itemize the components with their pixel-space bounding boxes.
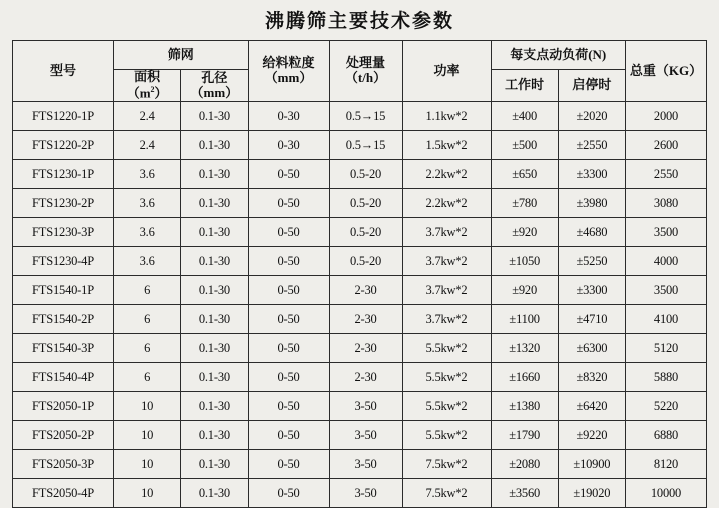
cell-start-stop-load: ±19020	[558, 479, 625, 508]
cell-power: 5.5kw*2	[402, 334, 491, 363]
cell-feed-size: 0-50	[248, 189, 329, 218]
cell-model: FTS1230-1P	[13, 160, 114, 189]
cell-total-weight: 3500	[626, 218, 707, 247]
table-row	[13, 160, 707, 189]
cell-total-weight: 5880	[626, 363, 707, 392]
table-row	[13, 247, 707, 276]
cell-feed-size: 0-30	[248, 131, 329, 160]
table-row	[13, 189, 707, 218]
cell-power: 1.5kw*2	[402, 131, 491, 160]
column-header-screen-group: 筛网	[114, 41, 249, 70]
table-row	[13, 392, 707, 421]
cell-start-stop-load: ±5250	[558, 247, 625, 276]
table-row	[13, 102, 707, 131]
table-row	[13, 131, 707, 160]
area-label-tail: ）	[154, 85, 168, 101]
cell-hole: 0.1-30	[181, 392, 248, 421]
cell-start-stop-load: ±2550	[558, 131, 625, 160]
cell-area: 3.6	[114, 189, 181, 218]
cell-hole: 0.1-30	[181, 421, 248, 450]
table-body	[13, 102, 707, 508]
cell-hole: 0.1-30	[181, 276, 248, 305]
cell-start-stop-load: ±3300	[558, 276, 625, 305]
capacity-line-1: 处理量	[345, 55, 385, 71]
cell-total-weight: 6880	[626, 421, 707, 450]
cell-model: FTS1540-3P	[13, 334, 114, 363]
page-title: 沸腾筛主要技术参数	[264, 11, 454, 32]
cell-working-load: ±920	[491, 218, 558, 247]
cell-total-weight: 2000	[626, 102, 707, 131]
cell-model: FTS1230-4P	[13, 247, 114, 276]
cell-model: FTS1230-3P	[13, 218, 114, 247]
cell-capacity: 2-30	[329, 276, 402, 305]
cell-feed-size: 0-50	[248, 305, 329, 334]
cell-feed-size: 0-50	[248, 363, 329, 392]
header-row-top	[13, 41, 707, 70]
cell-area: 6	[114, 334, 181, 363]
cell-capacity: 0.5-20	[329, 218, 402, 247]
cell-model: FTS1540-2P	[13, 305, 114, 334]
cell-area: 3.6	[114, 247, 181, 276]
cell-feed-size: 0-50	[248, 160, 329, 189]
column-header-start-stop: 启停时	[558, 70, 625, 102]
cell-power: 5.5kw*2	[402, 421, 491, 450]
cell-model: FTS1220-2P	[13, 131, 114, 160]
cell-working-load: ±3560	[491, 479, 558, 508]
cell-area: 6	[114, 363, 181, 392]
feed-size-line-1: 给料粒度	[262, 55, 315, 71]
column-header-model: 型号	[13, 41, 114, 102]
cell-power: 2.2kw*2	[402, 189, 491, 218]
cell-total-weight: 4000	[626, 247, 707, 276]
cell-feed-size: 0-50	[248, 421, 329, 450]
cell-start-stop-load: ±3300	[558, 160, 625, 189]
cell-working-load: ±1320	[491, 334, 558, 363]
cell-area: 10	[114, 450, 181, 479]
cell-start-stop-load: ±6420	[558, 392, 625, 421]
cell-hole: 0.1-30	[181, 189, 248, 218]
area-label-text: 面积（m	[126, 69, 161, 101]
table-row	[13, 305, 707, 334]
cell-start-stop-load: ±9220	[558, 421, 625, 450]
cell-start-stop-load: ±8320	[558, 363, 625, 392]
cell-area: 10	[114, 421, 181, 450]
cell-working-load: ±1050	[491, 247, 558, 276]
cell-working-load: ±500	[491, 131, 558, 160]
column-header-total-weight: 总重（KG）	[626, 41, 707, 102]
cell-feed-size: 0-50	[248, 392, 329, 421]
cell-working-load: ±400	[491, 102, 558, 131]
cell-model: FTS2050-2P	[13, 421, 114, 450]
column-header-load-group: 每支点动负荷(N)	[491, 41, 626, 70]
cell-power: 2.2kw*2	[402, 160, 491, 189]
cell-capacity: 0.5-20	[329, 160, 402, 189]
cell-total-weight: 3080	[626, 189, 707, 218]
cell-area: 2.4	[114, 131, 181, 160]
cell-total-weight: 5220	[626, 392, 707, 421]
column-header-working: 工作时	[491, 70, 558, 102]
column-header-feed-size	[248, 41, 329, 102]
cell-capacity: 3-50	[329, 392, 402, 421]
cell-area: 3.6	[114, 218, 181, 247]
cell-total-weight: 5120	[626, 334, 707, 363]
capacity-line-2: （t/h）	[344, 70, 387, 86]
cell-start-stop-load: ±4680	[558, 218, 625, 247]
cell-total-weight: 2600	[626, 131, 707, 160]
cell-hole: 0.1-30	[181, 160, 248, 189]
cell-capacity: 0.5-20	[329, 247, 402, 276]
cell-area: 10	[114, 392, 181, 421]
cell-power: 7.5kw*2	[402, 450, 491, 479]
cell-feed-size: 0-50	[248, 218, 329, 247]
cell-hole: 0.1-30	[181, 218, 248, 247]
cell-capacity: 3-50	[329, 450, 402, 479]
cell-power: 3.7kw*2	[402, 247, 491, 276]
cell-feed-size: 0-50	[248, 247, 329, 276]
cell-model: FTS2050-3P	[13, 450, 114, 479]
cell-working-load: ±780	[491, 189, 558, 218]
table-row	[13, 479, 707, 508]
cell-capacity: 0.5→15	[329, 131, 402, 160]
cell-total-weight: 8120	[626, 450, 707, 479]
cell-feed-size: 0-50	[248, 450, 329, 479]
cell-model: FTS1230-2P	[13, 189, 114, 218]
cell-capacity: 2-30	[329, 334, 402, 363]
cell-area: 2.4	[114, 102, 181, 131]
cell-feed-size: 0-50	[248, 334, 329, 363]
cell-working-load: ±650	[491, 160, 558, 189]
cell-hole: 0.1-30	[181, 102, 248, 131]
cell-hole: 0.1-30	[181, 334, 248, 363]
cell-feed-size: 0-50	[248, 276, 329, 305]
column-header-area	[114, 70, 181, 102]
cell-capacity: 3-50	[329, 479, 402, 508]
cell-area: 3.6	[114, 160, 181, 189]
cell-power: 3.7kw*2	[402, 305, 491, 334]
cell-model: FTS2050-4P	[13, 479, 114, 508]
column-header-capacity	[329, 41, 402, 102]
column-header-power: 功率	[402, 41, 491, 102]
cell-power: 3.7kw*2	[402, 218, 491, 247]
cell-hole: 0.1-30	[181, 450, 248, 479]
cell-power: 1.1kw*2	[402, 102, 491, 131]
cell-power: 5.5kw*2	[402, 392, 491, 421]
cell-capacity: 3-50	[329, 421, 402, 450]
cell-model: FTS1540-4P	[13, 363, 114, 392]
cell-start-stop-load: ±4710	[558, 305, 625, 334]
cell-feed-size: 0-50	[248, 479, 329, 508]
cell-area: 6	[114, 305, 181, 334]
feed-size-line-2: （mm）	[264, 70, 313, 86]
column-header-hole-size: 孔径（mm）	[181, 70, 248, 102]
table-row	[13, 421, 707, 450]
cell-area: 6	[114, 276, 181, 305]
cell-working-load: ±1660	[491, 363, 558, 392]
cell-capacity: 0.5-20	[329, 189, 402, 218]
cell-start-stop-load: ±10900	[558, 450, 625, 479]
table-row	[13, 334, 707, 363]
specifications-table	[12, 40, 707, 508]
table-row	[13, 450, 707, 479]
table-row	[13, 276, 707, 305]
cell-power: 5.5kw*2	[402, 363, 491, 392]
cell-hole: 0.1-30	[181, 131, 248, 160]
cell-working-load: ±1100	[491, 305, 558, 334]
cell-model: FTS1540-1P	[13, 276, 114, 305]
cell-capacity: 0.5→15	[329, 102, 402, 131]
cell-hole: 0.1-30	[181, 363, 248, 392]
cell-model: FTS1220-1P	[13, 102, 114, 131]
cell-feed-size: 0-30	[248, 102, 329, 131]
cell-working-load: ±1790	[491, 421, 558, 450]
cell-total-weight: 10000	[626, 479, 707, 508]
table-row	[13, 218, 707, 247]
cell-start-stop-load: ±2020	[558, 102, 625, 131]
cell-capacity: 2-30	[329, 305, 402, 334]
cell-working-load: ±1380	[491, 392, 558, 421]
cell-model: FTS2050-1P	[13, 392, 114, 421]
cell-power: 7.5kw*2	[402, 479, 491, 508]
cell-capacity: 2-30	[329, 363, 402, 392]
cell-total-weight: 4100	[626, 305, 707, 334]
cell-power: 3.7kw*2	[402, 276, 491, 305]
cell-working-load: ±920	[491, 276, 558, 305]
cell-working-load: ±2080	[491, 450, 558, 479]
cell-start-stop-load: ±3980	[558, 189, 625, 218]
cell-hole: 0.1-30	[181, 479, 248, 508]
table-row	[13, 363, 707, 392]
table-header	[13, 41, 707, 102]
cell-total-weight: 2550	[626, 160, 707, 189]
cell-hole: 0.1-30	[181, 247, 248, 276]
cell-area: 10	[114, 479, 181, 508]
cell-total-weight: 3500	[626, 276, 707, 305]
cell-start-stop-load: ±6300	[558, 334, 625, 363]
cell-hole: 0.1-30	[181, 305, 248, 334]
area-unit-superscript: 2	[150, 84, 155, 94]
